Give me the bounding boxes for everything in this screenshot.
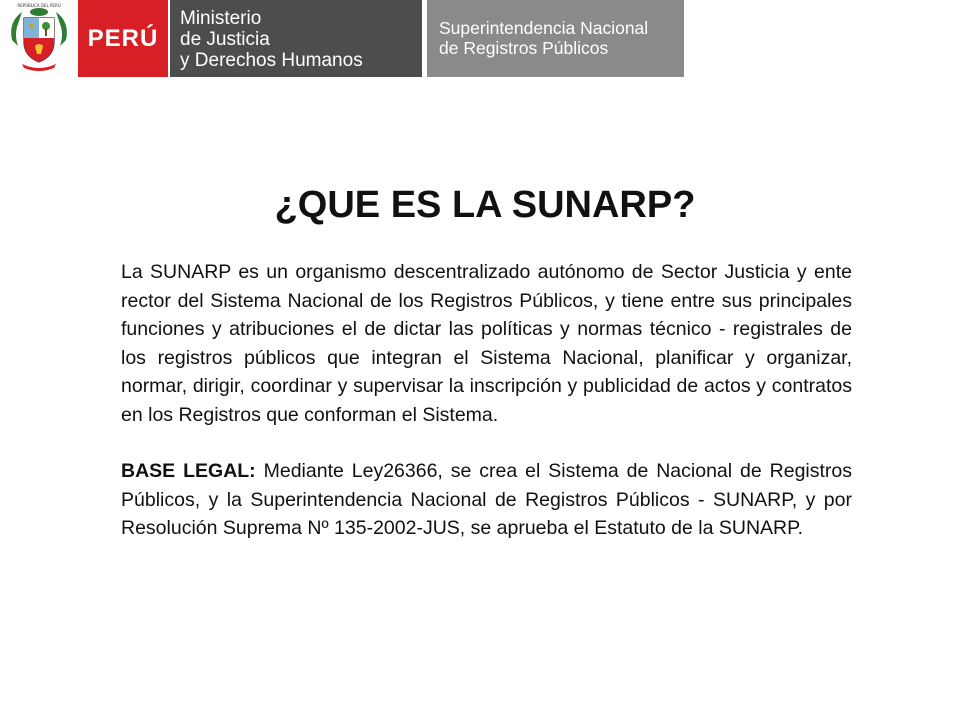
ministry-line: y Derechos Humanos — [180, 50, 363, 71]
base-legal-text: Mediante Ley26366, se crea el Sistema de Nacional de Registros Públicos, y la Superintendencia Nacional de Registros Públicos - SUNARP, y por Resolución Suprema Nº 135-2002-JUS, se aprueba el Estatuto de la SUNARP. — [121, 460, 852, 539]
ministry-line: Ministerio — [180, 8, 262, 29]
superintendency-line: de Registros Públicos — [439, 38, 609, 58]
superintendency-line: Superintendencia Nacional — [439, 18, 649, 38]
peru-label: PERÚ — [87, 24, 159, 52]
slide-title: ¿QUE ES LA SUNARP? — [274, 184, 696, 226]
coat-of-arms-icon — [4, 2, 74, 74]
superintendency-name — [439, 18, 648, 58]
seal-text: REPÚBLICA DEL PERÚ — [17, 3, 61, 8]
base-legal-paragraph — [121, 457, 852, 543]
base-legal-label: BASE LEGAL: — [121, 460, 256, 482]
superintendency-block — [427, 0, 684, 77]
ministry-name — [180, 8, 363, 71]
peru-brand-block — [78, 0, 168, 77]
description-paragraph: La SUNARP es un organismo descentralizado autónomo de Sector Justicia y ente rector del Sistema Nacional de los Registros Públicos, y tiene entre sus principales funciones y atribuciones el de dictar las políticas y normas técnico - registrales de los registros públicos que integran el Sistema Nacional, planificar y organizar, normar, dirigir, coordinar y supervisar la inscripción y publicidad de actos y contratos en los Registros que conforman el Sistema. — [121, 261, 852, 426]
slide-body — [121, 258, 852, 543]
ministry-block — [170, 0, 422, 77]
ministry-line: de Justicia — [180, 29, 270, 50]
header-banner — [0, 0, 690, 77]
